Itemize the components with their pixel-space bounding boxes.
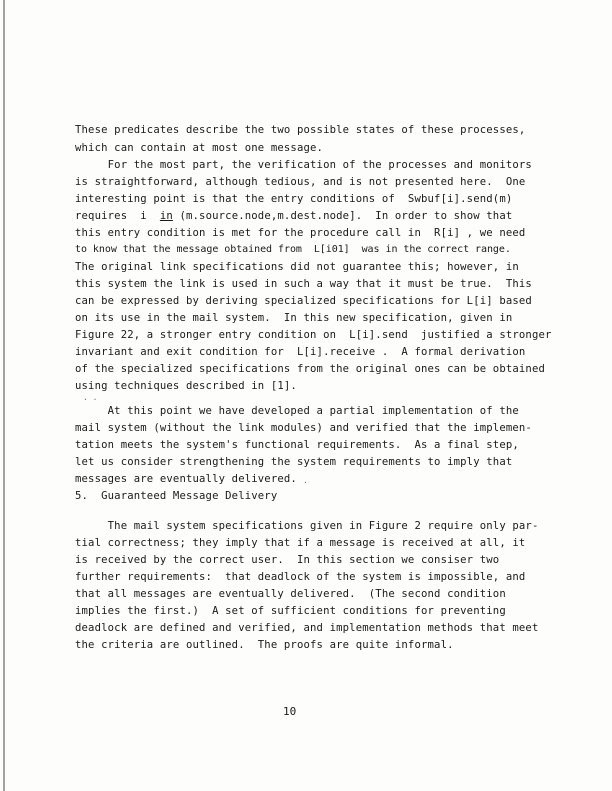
page-edge-shadow — [3, 0, 5, 791]
scan-speck: · · — [83, 395, 98, 404]
text-line: of the specialized specifications from the original ones can be obtained — [75, 363, 546, 375]
text-line: tation meets the system's functional requirements. As a final step, — [75, 439, 519, 451]
text-line: At this point we have developed a partial implementation of the — [75, 405, 519, 417]
text-line: this system the link is used in such a way that it must be true. This — [75, 278, 532, 290]
text-line: mail system (without the link modules) and verified that the implemen- — [75, 422, 532, 434]
text-line: further requirements: that deadlock of the system is impossible, and — [75, 571, 526, 583]
section-heading: 5. Guaranteed Message Delivery — [75, 490, 278, 502]
text-line: this entry condition is met for the procedure call in R[i] , we need — [75, 227, 526, 239]
text-line: the criteria are outlined. The proofs are quite informal. — [75, 639, 454, 651]
text-line: to know that the message obtained from L[i01] was in the correct range. — [75, 244, 511, 255]
text-line: The original link specifications did not guarantee this; however, in — [75, 261, 519, 273]
text-line: on its use in the mail system. In this new specification, given in — [75, 312, 513, 324]
text-line: that all messages are eventually delivered. (The second condition — [75, 588, 506, 600]
text-line: For the most part, the verification of the processes and monitors — [75, 159, 532, 171]
text-line-requires — [75, 210, 512, 222]
requires-prefix: requires i — [75, 210, 160, 222]
text-line: messages are eventually delivered. — [75, 473, 297, 485]
text-line: implies the first.) A set of sufficient conditions for preventing — [75, 605, 506, 617]
text-line: let us consider strengthening the system requirements to imply that — [75, 456, 513, 468]
requires-suffix: (m.source.node,m.dest.node]. In order to show that — [172, 210, 513, 222]
text-line: is received by the correct user. In this section we consiser two — [75, 554, 500, 566]
text-line: invariant and exit condition for L[i].receive . A formal derivation — [75, 346, 526, 358]
text-line: The mail system specifications given in Figure 2 require only par- — [75, 520, 539, 532]
text-line: Figure 22, a stronger entry condition on L[i].send justified a stronger — [75, 329, 552, 341]
text-line: which can contain at most one message. — [75, 142, 324, 154]
text-line: using techniques described in [1]. — [75, 380, 297, 392]
text-line: is straightforward, although tedious, and is not presented here. One — [75, 176, 526, 188]
page-number: 10 — [283, 705, 297, 718]
text-line: deadlock are defined and verified, and implementation methods that meet — [75, 622, 539, 634]
scan-speck: · — [303, 478, 308, 487]
in-keyword: in — [159, 210, 173, 222]
text-line: These predicates describe the two possible states of these processes, — [75, 124, 526, 136]
text-line: interesting point is that the entry conditions of Swbuf[i].send(m) — [75, 193, 513, 205]
text-line: can be expressed by deriving specialized specifications for L[i] based — [75, 295, 532, 307]
text-line: tial correctness; they imply that if a message is received at all, it — [75, 537, 526, 549]
